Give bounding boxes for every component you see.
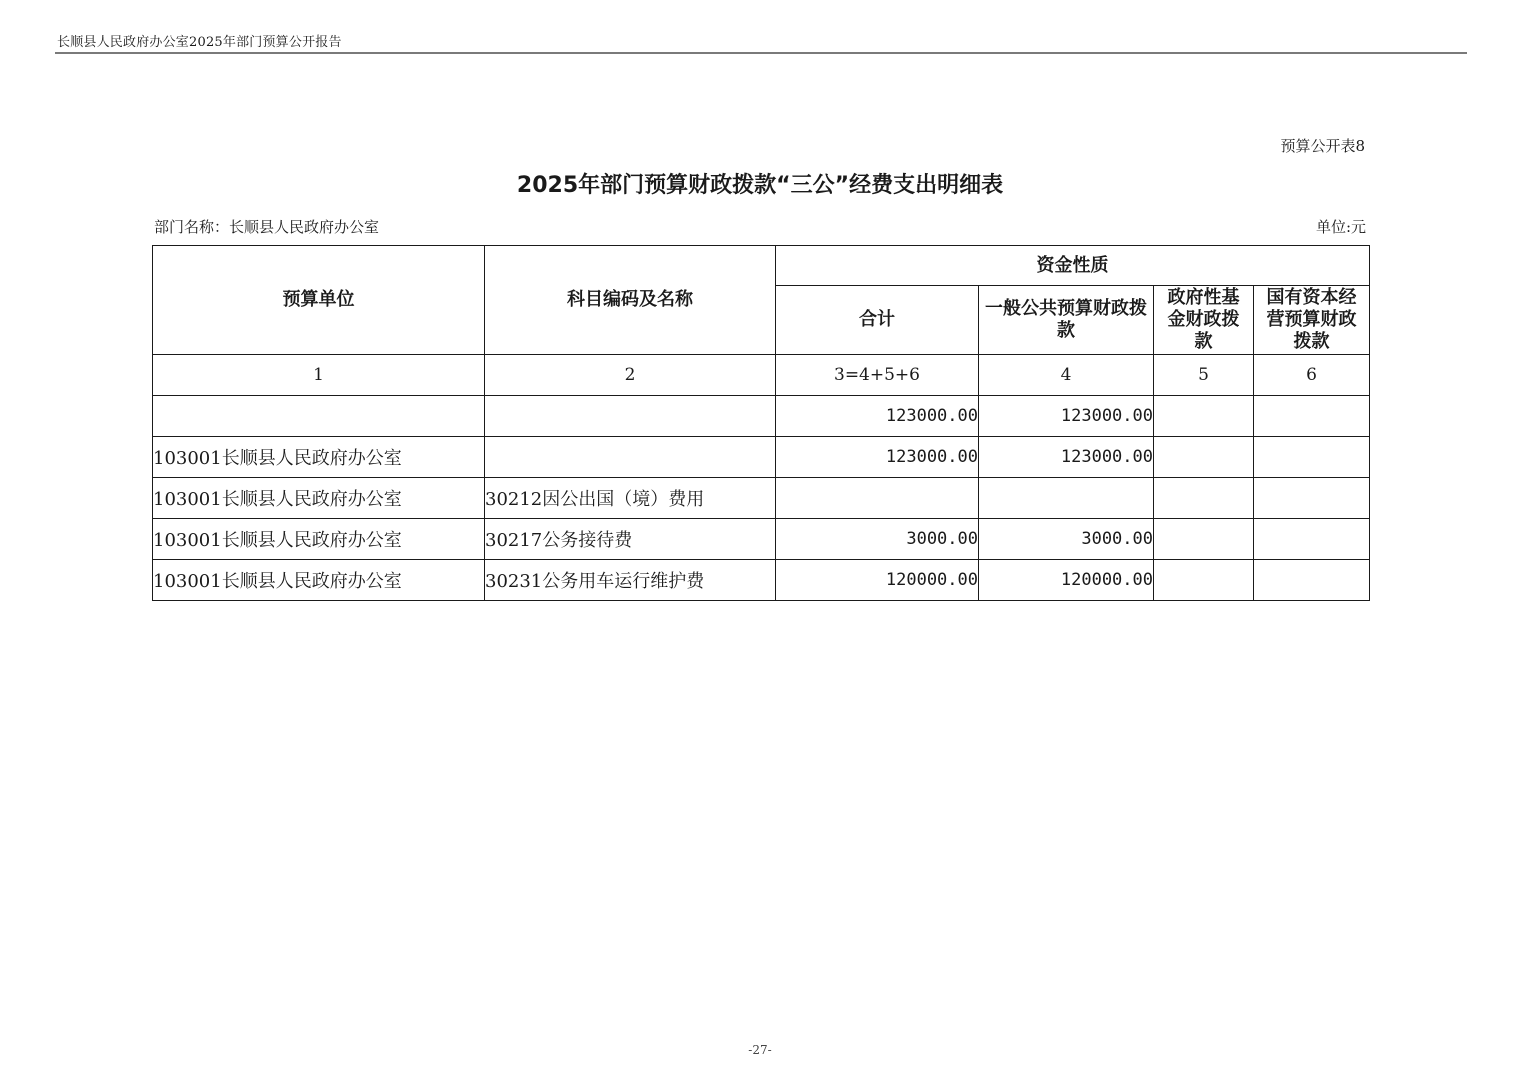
cell-subject <box>485 396 776 437</box>
cell-subject: 30231公务用车运行维护费 <box>485 560 776 601</box>
cell-state-capital <box>1254 478 1370 519</box>
index-cell: 1 <box>153 355 485 396</box>
cell-state-capital <box>1254 560 1370 601</box>
table-row <box>153 519 1370 560</box>
col-header-fund-nature: 资金性质 <box>776 246 1370 286</box>
cell-subject: 30212因公出国（境）费用 <box>485 478 776 519</box>
index-cell: 2 <box>485 355 776 396</box>
col-header-state-capital: 国有资本经营预算财政拨款 <box>1254 286 1370 355</box>
department-name: 部门名称：长顺县人民政府办公室 <box>154 218 380 236</box>
page-title: 2025年部门预算财政拨款“三公”经费支出明细表 <box>516 173 1004 198</box>
cell-unit: 103001长顺县人民政府办公室 <box>153 560 485 601</box>
running-header: 长顺县人民政府办公室2025年部门预算公开报告 <box>57 35 342 50</box>
three-public-expenses-table <box>152 245 1370 601</box>
cell-general: 3000.00 <box>979 519 1154 560</box>
currency-unit: 单位:元 <box>1315 218 1366 236</box>
table-row <box>153 396 1370 437</box>
page-number: -27- <box>748 1043 772 1057</box>
table-row <box>153 560 1370 601</box>
cell-gov-fund <box>1154 478 1254 519</box>
cell-gov-fund <box>1154 519 1254 560</box>
cell-unit: 103001长顺县人民政府办公室 <box>153 478 485 519</box>
cell-gov-fund <box>1154 437 1254 478</box>
index-cell: 5 <box>1154 355 1254 396</box>
table-code: 预算公开表8 <box>1280 137 1365 155</box>
cell-unit: 103001长顺县人民政府办公室 <box>153 437 485 478</box>
cell-subject: 30217公务接待费 <box>485 519 776 560</box>
col-header-gov-fund: 政府性基金财政拨款 <box>1154 286 1254 355</box>
index-cell: 3=4+5+6 <box>776 355 979 396</box>
cell-unit: 103001长顺县人民政府办公室 <box>153 519 485 560</box>
index-cell: 4 <box>979 355 1154 396</box>
index-row <box>153 355 1370 396</box>
cell-general: 123000.00 <box>979 437 1154 478</box>
cell-total: 123000.00 <box>776 437 979 478</box>
col-header-budget-unit: 预算单位 <box>153 246 485 355</box>
table-row <box>153 478 1370 519</box>
col-header-total: 合计 <box>776 286 979 355</box>
cell-total <box>776 478 979 519</box>
index-cell: 6 <box>1254 355 1370 396</box>
cell-general <box>979 478 1154 519</box>
cell-gov-fund <box>1154 396 1254 437</box>
cell-general: 123000.00 <box>979 396 1154 437</box>
cell-gov-fund <box>1154 560 1254 601</box>
cell-state-capital <box>1254 396 1370 437</box>
cell-subject <box>485 437 776 478</box>
cell-state-capital <box>1254 519 1370 560</box>
cell-total: 123000.00 <box>776 396 979 437</box>
col-header-subject: 科目编码及名称 <box>485 246 776 355</box>
table-row <box>153 437 1370 478</box>
col-header-general-public: 一般公共预算财政拨款 <box>979 286 1154 355</box>
cell-total: 120000.00 <box>776 560 979 601</box>
cell-total: 3000.00 <box>776 519 979 560</box>
cell-state-capital <box>1254 437 1370 478</box>
cell-general: 120000.00 <box>979 560 1154 601</box>
cell-unit <box>153 396 485 437</box>
header-rule <box>55 52 1467 54</box>
